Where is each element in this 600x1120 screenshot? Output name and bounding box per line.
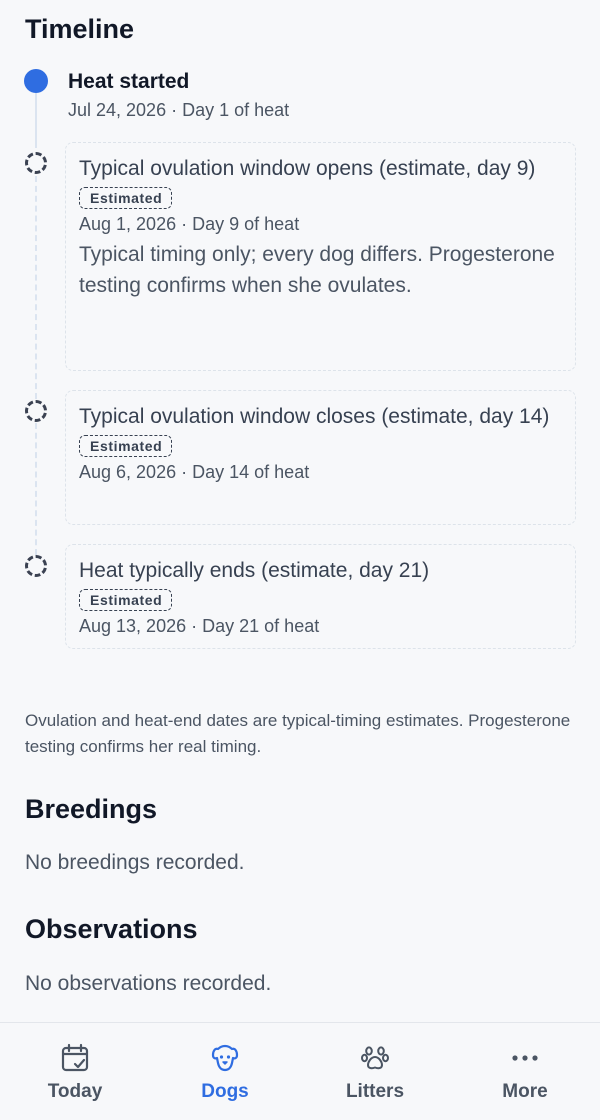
calendar-check-icon <box>60 1043 90 1073</box>
timeline-marker-estimated <box>25 152 47 174</box>
tab-dogs[interactable] <box>150 1023 300 1120</box>
event-day: Day 14 of heat <box>192 462 310 482</box>
event-card <box>65 390 576 525</box>
separator: · <box>181 462 188 482</box>
tab-label: More <box>502 1081 548 1102</box>
separator: · <box>181 214 188 234</box>
tab-label: Dogs <box>201 1081 249 1102</box>
event-date-line <box>79 213 563 235</box>
timeline-connector <box>35 93 37 148</box>
event-day: Day 1 of heat <box>182 100 290 120</box>
event-date-line <box>68 100 289 121</box>
breedings-title: Breedings <box>25 794 158 824</box>
breedings-empty-text: No breedings recorded. <box>25 851 245 874</box>
separator: · <box>191 616 198 636</box>
tab-label: Today <box>47 1081 103 1102</box>
timeline-marker-estimated <box>25 555 47 577</box>
estimated-badge: Estimated <box>79 187 172 209</box>
observations-empty-text: No observations recorded. <box>25 972 272 995</box>
event-title: Typical ovulation window opens (estimate, day 9) <box>79 157 536 180</box>
observations-title: Observations <box>25 914 198 944</box>
tab-more[interactable] <box>450 1023 600 1120</box>
event-date: Jul 24, 2026 <box>68 100 167 120</box>
event-date: Aug 6, 2026 <box>79 462 177 482</box>
event-date: Aug 1, 2026 <box>79 214 177 234</box>
estimated-badge: Estimated <box>79 589 172 611</box>
timeline-marker-estimated <box>25 400 47 422</box>
timeline-marker-filled <box>24 69 48 93</box>
event-day: Day 9 of heat <box>192 214 300 234</box>
event-title: Heat typically ends (estimate, day 21) <box>79 559 430 582</box>
timeline-connector <box>35 423 37 555</box>
timeline-disclaimer: Ovulation and heat-end dates are typical-timing estimates. Progesterone testing confirms her real timing. <box>25 711 571 756</box>
paw-icon <box>360 1043 390 1073</box>
tab-label: Litters <box>345 1081 405 1102</box>
event-card <box>65 142 576 371</box>
event-day: Day 21 of heat <box>202 616 320 636</box>
event-note: Typical timing only; every dog differs. Progesterone testing confirms when she ovulates. <box>79 243 555 297</box>
more-dots-icon <box>510 1043 540 1073</box>
tab-today[interactable] <box>0 1023 150 1120</box>
timeline-connector <box>35 176 37 399</box>
dog-icon <box>210 1043 240 1073</box>
tab-litters[interactable] <box>300 1023 450 1120</box>
estimated-badge: Estimated <box>79 435 172 457</box>
event-title: Heat started <box>68 70 190 93</box>
timeline-title: Timeline <box>25 14 135 44</box>
event-card <box>65 544 576 649</box>
event-title: Typical ovulation window closes (estimate, day 14) <box>79 405 550 428</box>
event-date-line <box>79 461 563 483</box>
separator: · <box>171 100 178 120</box>
event-date: Aug 13, 2026 <box>79 616 187 636</box>
tab-bar <box>0 1022 600 1120</box>
event-date-line <box>79 615 563 637</box>
